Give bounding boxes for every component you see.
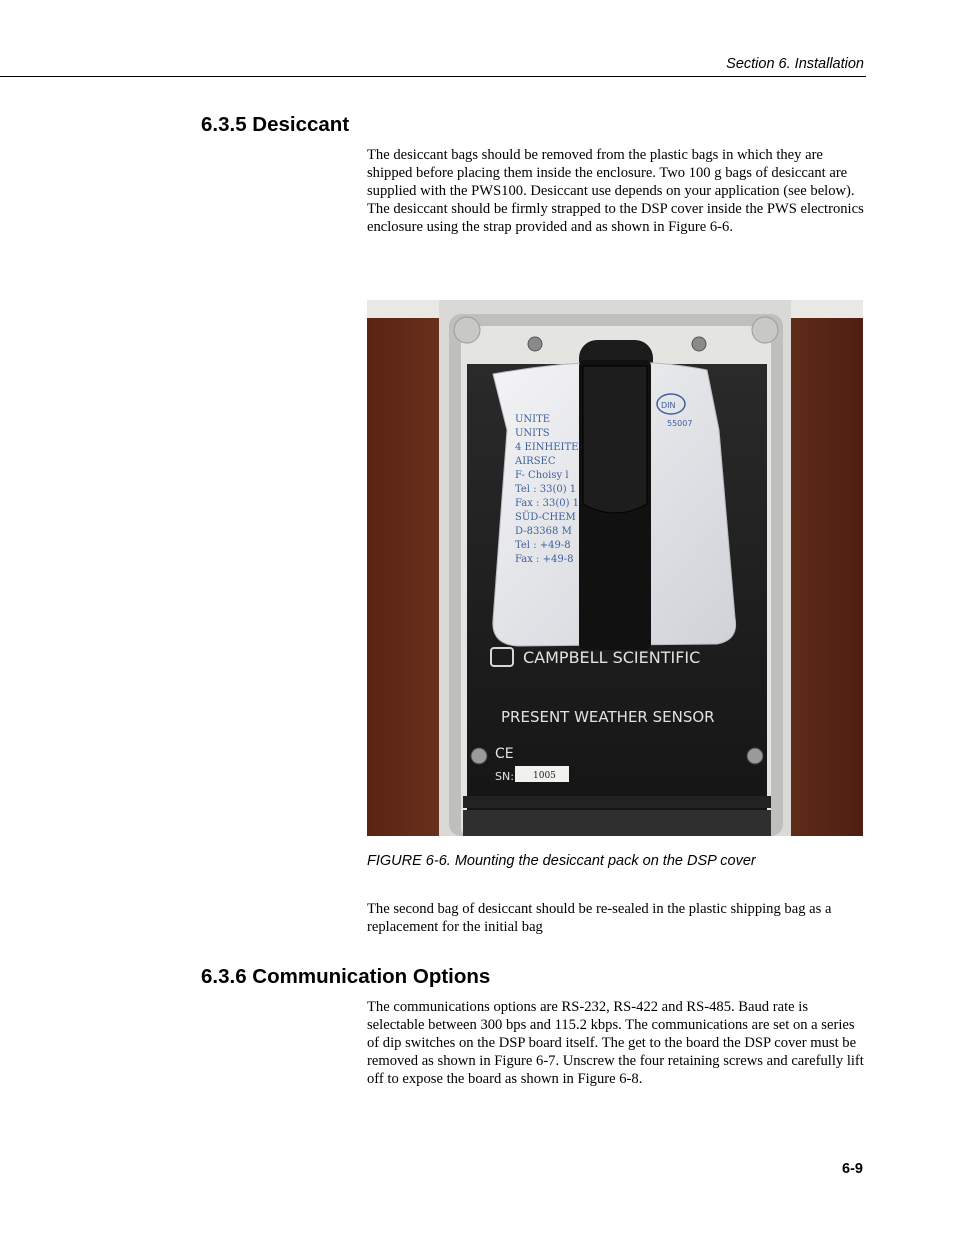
figure-desiccant-photo — [367, 300, 863, 836]
page-number: 6-9 — [842, 1161, 863, 1177]
mount-boss-right — [752, 317, 778, 343]
screw-top-right-icon — [692, 337, 706, 351]
bag-text-line: 4 EINHEITE — [515, 442, 579, 453]
brand-label: CAMPBELL SCIENTIFIC — [523, 648, 701, 667]
din-logo-text: DIN — [661, 401, 676, 410]
section-heading-communication: 6.3.6 Communication Options — [201, 965, 491, 988]
screw-bottom-right-icon — [747, 748, 763, 764]
section-heading-desiccant: 6.3.5 Desiccant — [201, 113, 350, 136]
din-number-text: 55007 — [667, 419, 693, 428]
serial-label: SN: — [495, 770, 514, 783]
bag-text-line: AIRSEC — [515, 456, 556, 467]
serial-value: 1005 — [533, 771, 556, 781]
mount-boss-left — [454, 317, 480, 343]
dip-switch-strip — [463, 796, 771, 808]
desiccant-paragraph-1: The desiccant bags should be removed from the plastic bags in which they are shipped before placing them inside the enclosure. Two 100 g bags of desiccant are supplied with the PWS100. Desiccant use depends on your application (see below). The desiccant should be firmly strapped to the DSP cover inside the PWS electronics enclosure using the strap provided and as shown in Figure 6-6. — [367, 147, 864, 235]
product-label: PRESENT WEATHER SENSOR — [501, 708, 715, 726]
bag-text-line: Fax : +49-8 — [515, 554, 574, 565]
velcro-strap-flap — [583, 366, 647, 513]
bag-text-line: Tel : +49-8 — [515, 540, 571, 551]
connector-row — [463, 810, 771, 836]
bag-text-line: D-83368 M — [515, 526, 572, 537]
bag-text-line: Tel : 33(0) 1 — [515, 484, 577, 495]
bag-text-line: F- Choisy l — [515, 470, 569, 481]
header-rule — [0, 76, 866, 77]
ce-mark: CE — [495, 746, 514, 762]
running-header: Section 6. Installation — [726, 56, 864, 72]
screw-bottom-left-icon — [471, 748, 487, 764]
bag-text-line: UNITE — [515, 414, 551, 425]
desiccant-paragraph-2: The second bag of desiccant should be re-sealed in the plastic shipping bag as a replacement for the initial bag — [367, 901, 832, 935]
bag-text-line: Fax : 33(0) 1 — [515, 498, 580, 509]
bag-text-line: UNITS — [515, 428, 550, 439]
bag-text-line: SÜD-CHEM — [515, 512, 576, 523]
figure-caption: FIGURE 6-6. Mounting the desiccant pack on the DSP cover — [367, 853, 756, 869]
screw-top-left-icon — [528, 337, 542, 351]
communication-paragraph-1: The communications options are RS-232, RS-422 and RS-485. Baud rate is selectable between 300 bps and 115.2 kbps. The communications are set on a series of dip switches on the DSP board itself. The get to the board the DSP cover must be removed as shown in Figure 6-7. Unscrew the four retaining screws and carefully lift off to expose the board as shown in Figure 6-8. — [367, 999, 864, 1087]
